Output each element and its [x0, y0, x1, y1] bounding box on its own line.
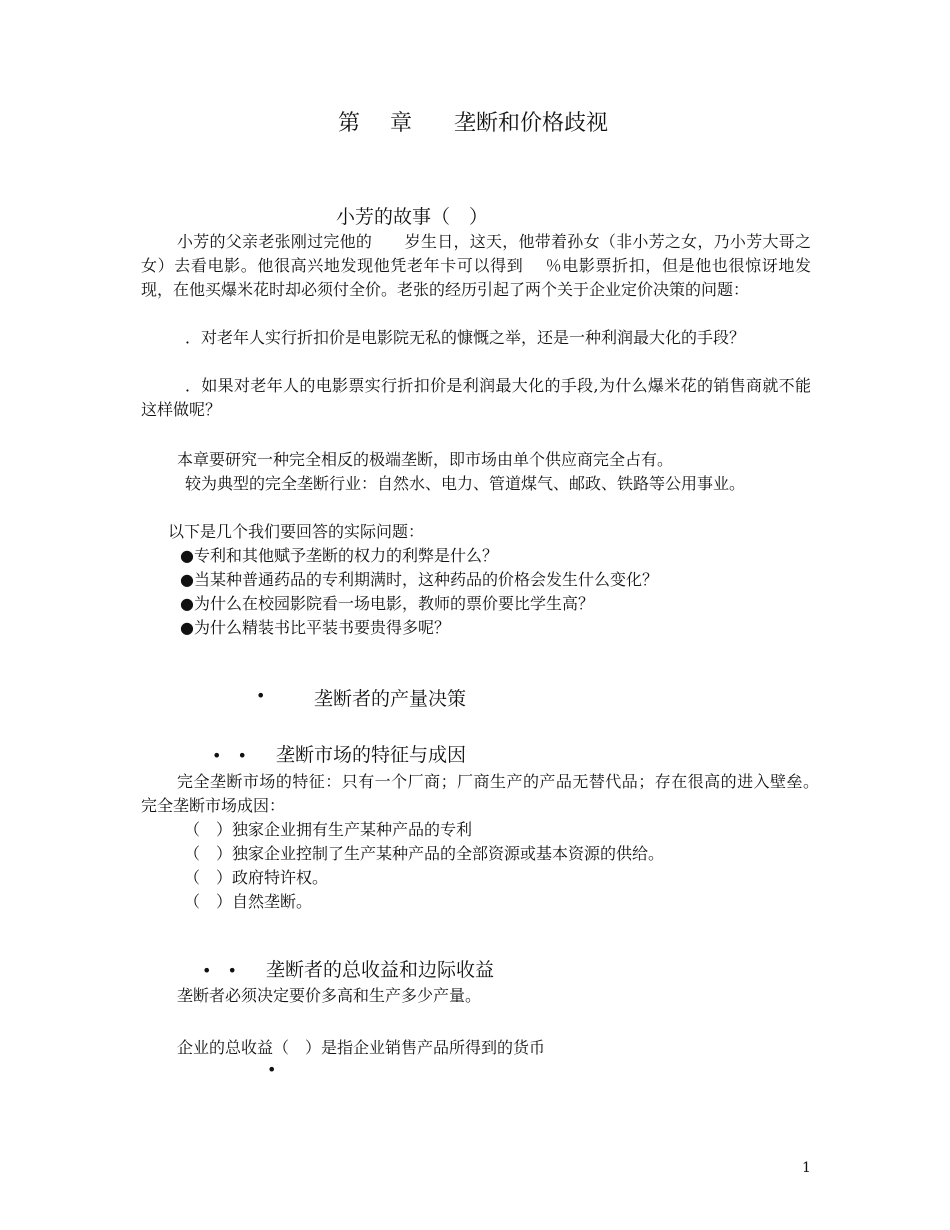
chapter-title-mid: 章	[389, 111, 412, 136]
section-bullet: •	[256, 686, 266, 705]
market-features-paragraph: 完全垄断市场的特征：只有一个厂商；厂商生产的产品无替代品；存在很高的进入壁垒。 完全垄断市场成因：	[141, 772, 828, 815]
cause-item: （ ）政府特许权。	[184, 868, 329, 887]
chapter-title-left: 第	[337, 111, 360, 136]
story-question-1: ．对老年人实行折扣价是电影院无私的慷慨之举，还是一种利润最大化的手段？	[185, 328, 746, 347]
cause-item: （ ）自然垄断。	[184, 892, 313, 911]
revenue-paragraph-1: 垄断者必须决定要价多高和生产多少产量。	[177, 986, 482, 1005]
chapter-title	[0, 106, 950, 137]
subsection-heading: 垄断者的总收益和边际收益	[266, 959, 495, 981]
story-question-2: ．如果对老年人的电影票实行折扣价是利润最大化的手段,为什么爆米花的销售商就不能这样做呢？	[141, 376, 811, 419]
story-heading: 小芳的故事（ ）	[336, 206, 489, 228]
intro-paragraph-1: 本章要研究一种完全相反的极端垄断，即市场由单个供应商完全占有。	[177, 450, 674, 469]
question-item: ●为什么在校园影院看一场电影，教师的票价要比学生高？	[180, 594, 594, 613]
cause-item: （ ）独家企业拥有生产某种产品的专利	[184, 820, 473, 839]
intro-paragraph-3: 以下是几个我们要回答的实际问题：	[168, 522, 425, 541]
subsection-heading: 垄断市场的特征与成因	[276, 744, 467, 766]
intro-paragraph-2: 较为典型的完全垄断行业：自然水、电力、管道煤气、邮政、铁路等公用事业。	[185, 474, 746, 493]
trailing-bullet: •	[267, 1060, 277, 1079]
section-heading: 垄断者的产量决策	[314, 688, 467, 710]
question-item: ●专利和其他赋予垄断的权力的利弊是什么？	[180, 546, 498, 565]
subsection-bullets: • •	[212, 746, 247, 765]
revenue-paragraph-2: 企业的总收益（ ）是指企业销售产品所得到的货币	[177, 1038, 546, 1057]
chapter-title-right: 垄断和价格歧视	[453, 111, 608, 136]
subsection-bullets: • •	[202, 961, 237, 980]
story-paragraph: 小芳的父亲老张刚过完他的 岁生日，这天，他带着孙女（非小芳之女，乃小芳大哥之女）去看电影。他很高兴地发现他凭老年卡可以得到 ％电影票折扣，但是他也很惊讶地发现，在他买爆米花时却必须付全价。老张的经历引起了两个关于企业定价决策的问题：	[141, 232, 811, 299]
cause-item: （ ）独家企业控制了生产某种产品的全部资源或基本资源的供给。	[184, 844, 665, 863]
page-number: 1	[802, 1160, 811, 1176]
question-item: ●当某种普通药品的专利期满时，这种药品的价格会发生什么变化？	[180, 570, 658, 589]
question-item: ●为什么精装书比平装书要贵得多呢？	[180, 618, 450, 637]
